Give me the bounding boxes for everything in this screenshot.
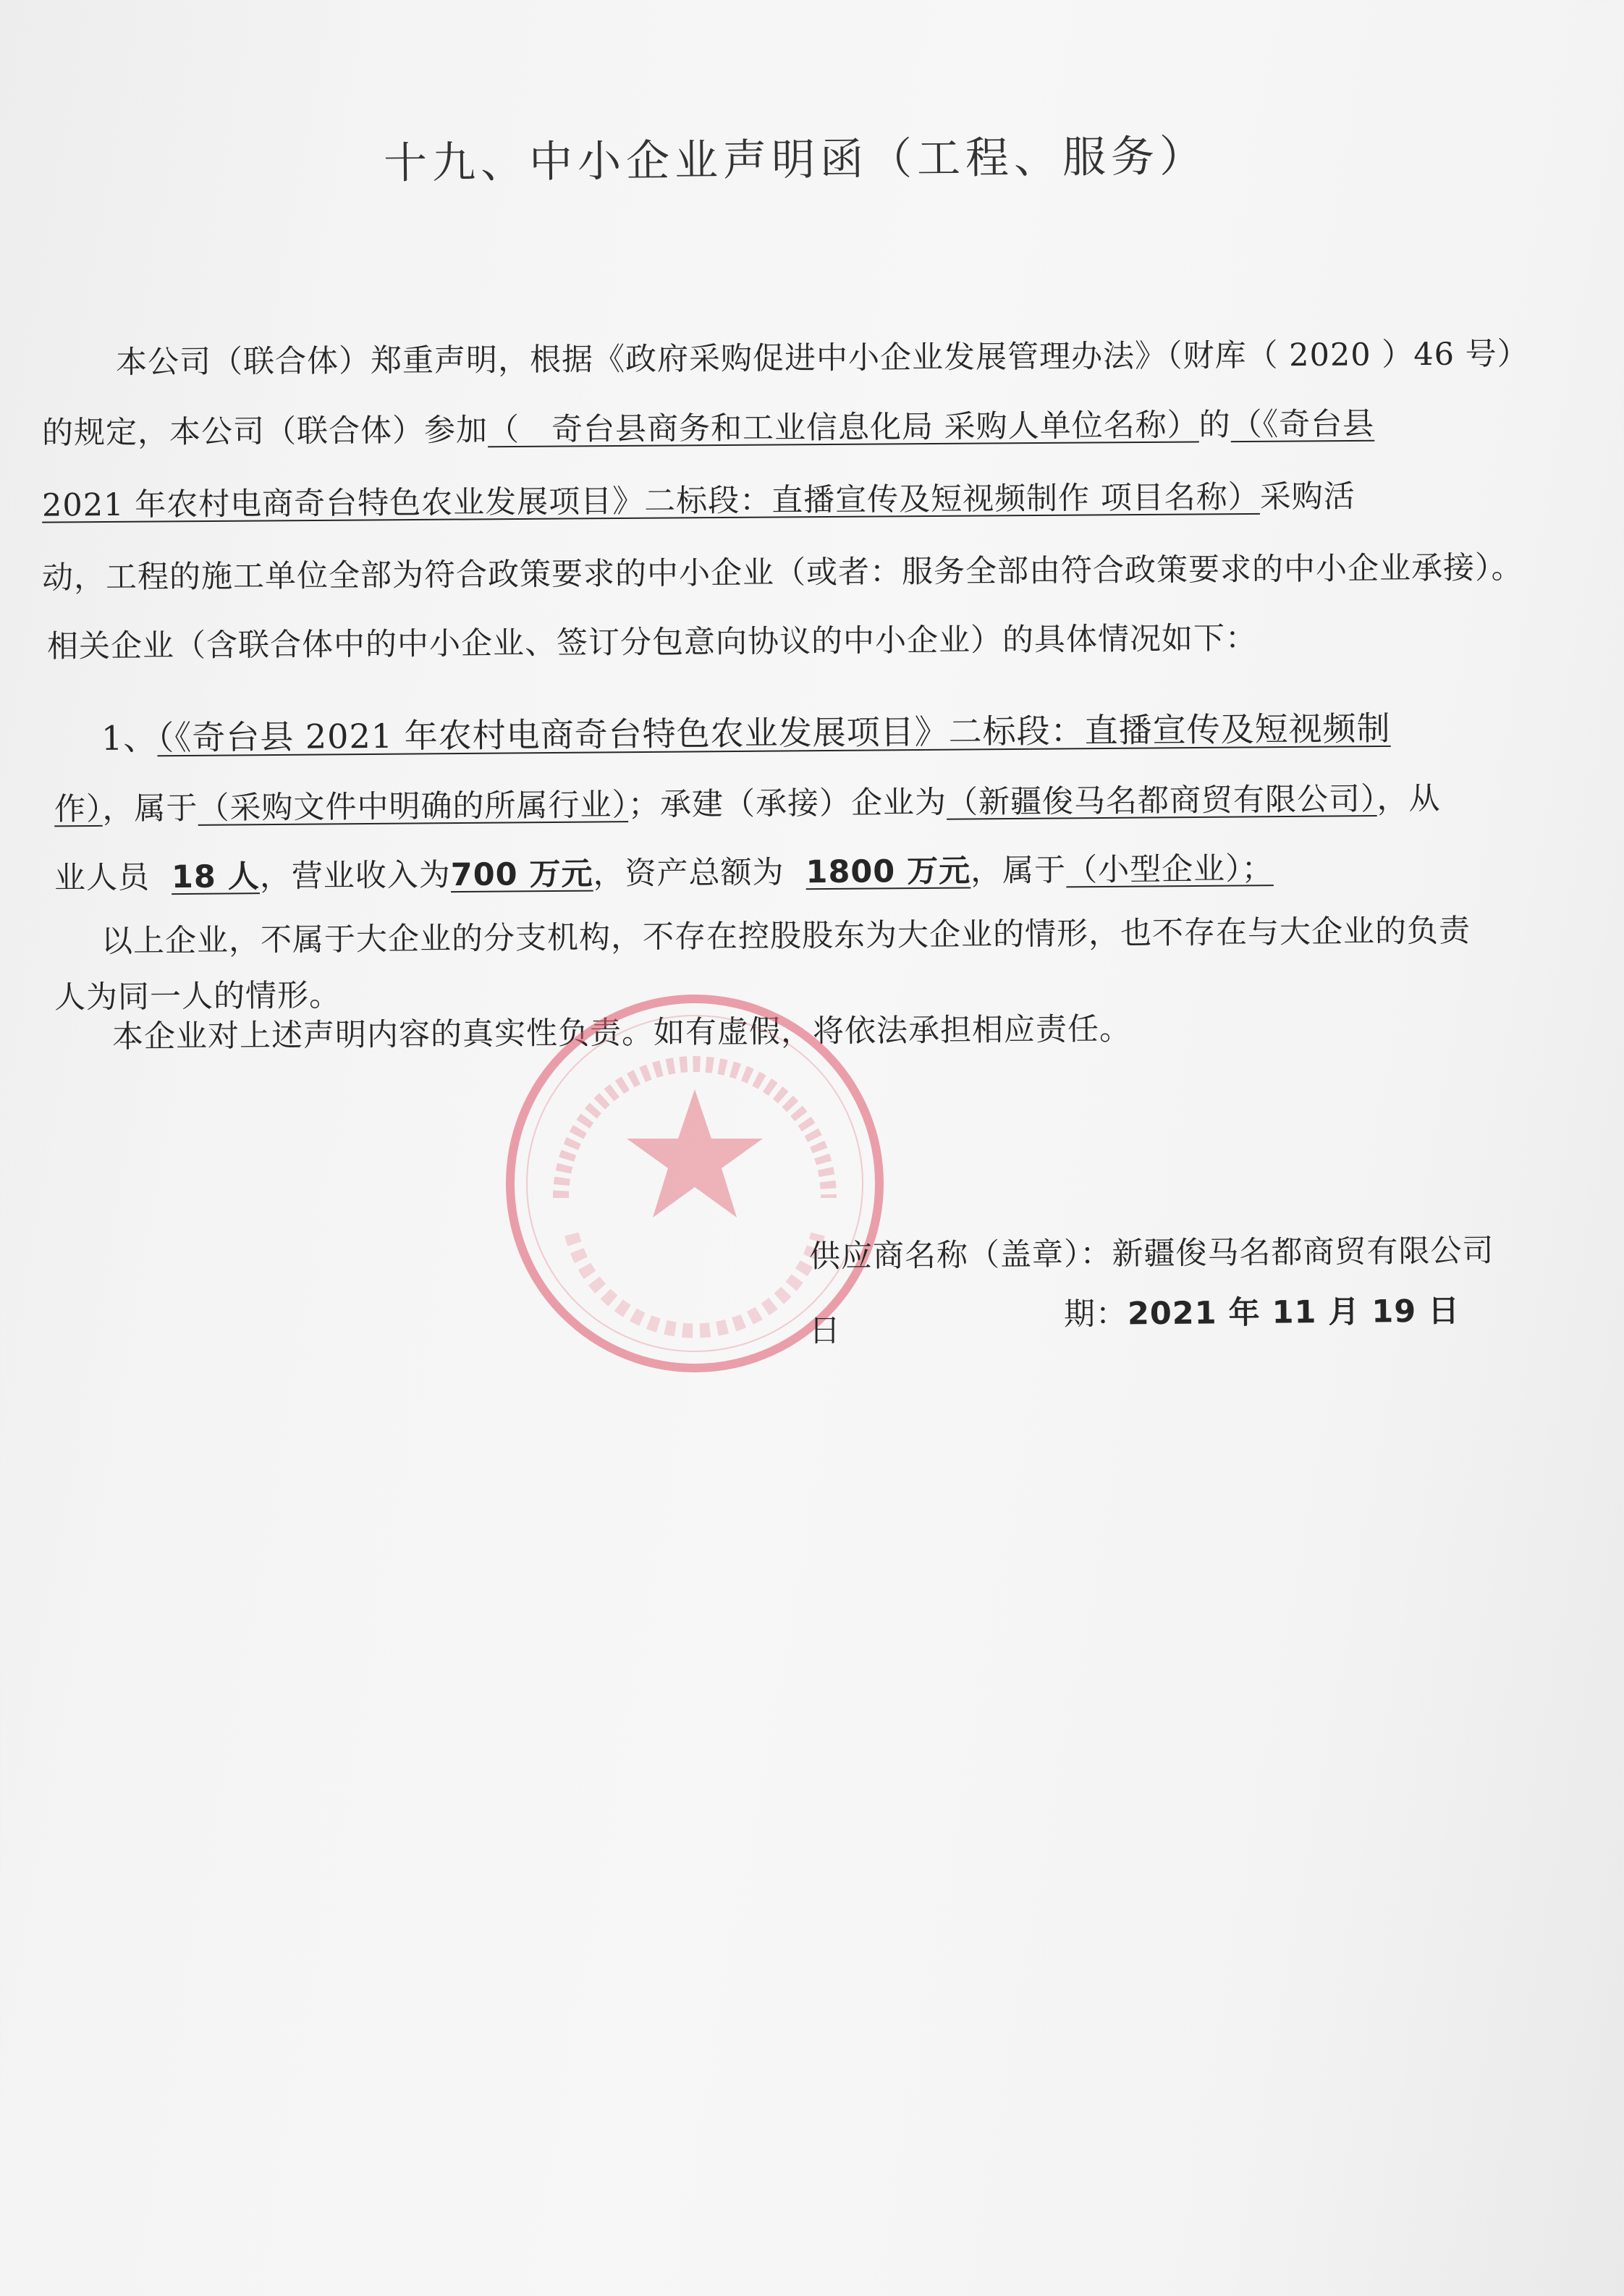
item1-cong: ，从 bbox=[1376, 780, 1441, 818]
item1-staff-count: 18 人 bbox=[171, 858, 261, 896]
para2-text-2: 人为同一人的情形。 bbox=[54, 977, 342, 1016]
item1-assets: 1800 万元 bbox=[805, 853, 971, 891]
intro-text-5: 相关企业（含联合体中的中小企业、签订分包意向协议的中小企业）的具体情况如下： bbox=[46, 620, 1258, 665]
intro-line-2 bbox=[0, 397, 1624, 453]
intro-text-3b: 采购活 bbox=[1259, 478, 1356, 515]
para2-line-1 bbox=[0, 904, 1624, 962]
item1-belongs-label: ，属于 bbox=[102, 790, 198, 827]
seal-star-icon bbox=[627, 1089, 763, 1217]
intro-text-2c: 的 bbox=[1198, 407, 1231, 444]
item1-revenue-label: ，营业收入为 bbox=[259, 857, 452, 895]
item1-builder-label: ；承建（承接）企业为 bbox=[627, 784, 947, 824]
supplier-name: 新疆俊马名都商贸有限公司 bbox=[1112, 1232, 1494, 1272]
item1-industry: （采购文件中明确的所属行业） bbox=[198, 787, 629, 827]
item1-line-3 bbox=[0, 841, 1624, 898]
signing-date: 2021 年 11 月 19 日 bbox=[1127, 1293, 1460, 1333]
supplier-label: 供应商名称（盖章）： bbox=[808, 1236, 1112, 1275]
project-name-end: 2021 年农村电商奇台特色农业发展项目》二标段：直播宣传及短视频制作 项目名称） bbox=[41, 478, 1260, 524]
para2-text-1: 以上企业，不属于大企业的分支机构，不存在控股股东为大企业的情形，也不存在与大企业的负责 bbox=[101, 913, 1471, 960]
intro-line-4 bbox=[0, 542, 1624, 598]
purchaser-name: （ 奇台县商务和工业信息化局 采购人单位名称） bbox=[487, 407, 1199, 449]
item1-line-2 bbox=[0, 772, 1624, 830]
item1-revenue: 700 万元 bbox=[450, 856, 593, 894]
project-name-start: （《奇台县 bbox=[1230, 405, 1375, 444]
date-label-part-1: 日 bbox=[809, 1313, 841, 1349]
intro-text-1: 本公司（联合体）郑重声明，根据《政府采购促进中小企业发展管理办法》（财库（ 2020 ）46 号） bbox=[115, 336, 1529, 381]
item1-line-1 bbox=[0, 699, 1624, 761]
item1-assets-label: ，资产总额为 bbox=[593, 854, 784, 892]
item1-project-name: （《奇台县 2021 年农村电商奇台特色农业发展项目》二标段：直播宣传及短视频制 bbox=[157, 708, 1391, 758]
item1-number: 1、 bbox=[101, 718, 158, 758]
item1-enterprise-type: （小型企业）； bbox=[1065, 851, 1274, 889]
intro-line-3 bbox=[0, 470, 1624, 526]
page-title: 十九、中小企业声明函（工程、服务） bbox=[383, 131, 1209, 189]
date-label-part-2: 期： bbox=[1063, 1296, 1128, 1333]
para3-text: 本企业对上述声明内容的真实性负责。如有虚假，将依法承担相应责任。 bbox=[111, 1010, 1132, 1055]
item1-type-label: ，属于 bbox=[970, 852, 1067, 890]
intro-line-1 bbox=[0, 328, 1624, 383]
intro-text-2a: 的规定，本公司（联合体）参加 bbox=[41, 412, 489, 452]
item1-project-name-end: 作） bbox=[54, 790, 103, 828]
item1-staff-label: 业人员 bbox=[54, 859, 151, 897]
intro-line-5 bbox=[0, 611, 1624, 667]
item1-company: （新疆俊马名都商贸有限公司） bbox=[946, 781, 1377, 821]
intro-text-4: 动，工程的施工单位全部为符合政策要求的中小企业（或者：服务全部由符合政策要求的中小企业承接）。 bbox=[41, 549, 1523, 596]
